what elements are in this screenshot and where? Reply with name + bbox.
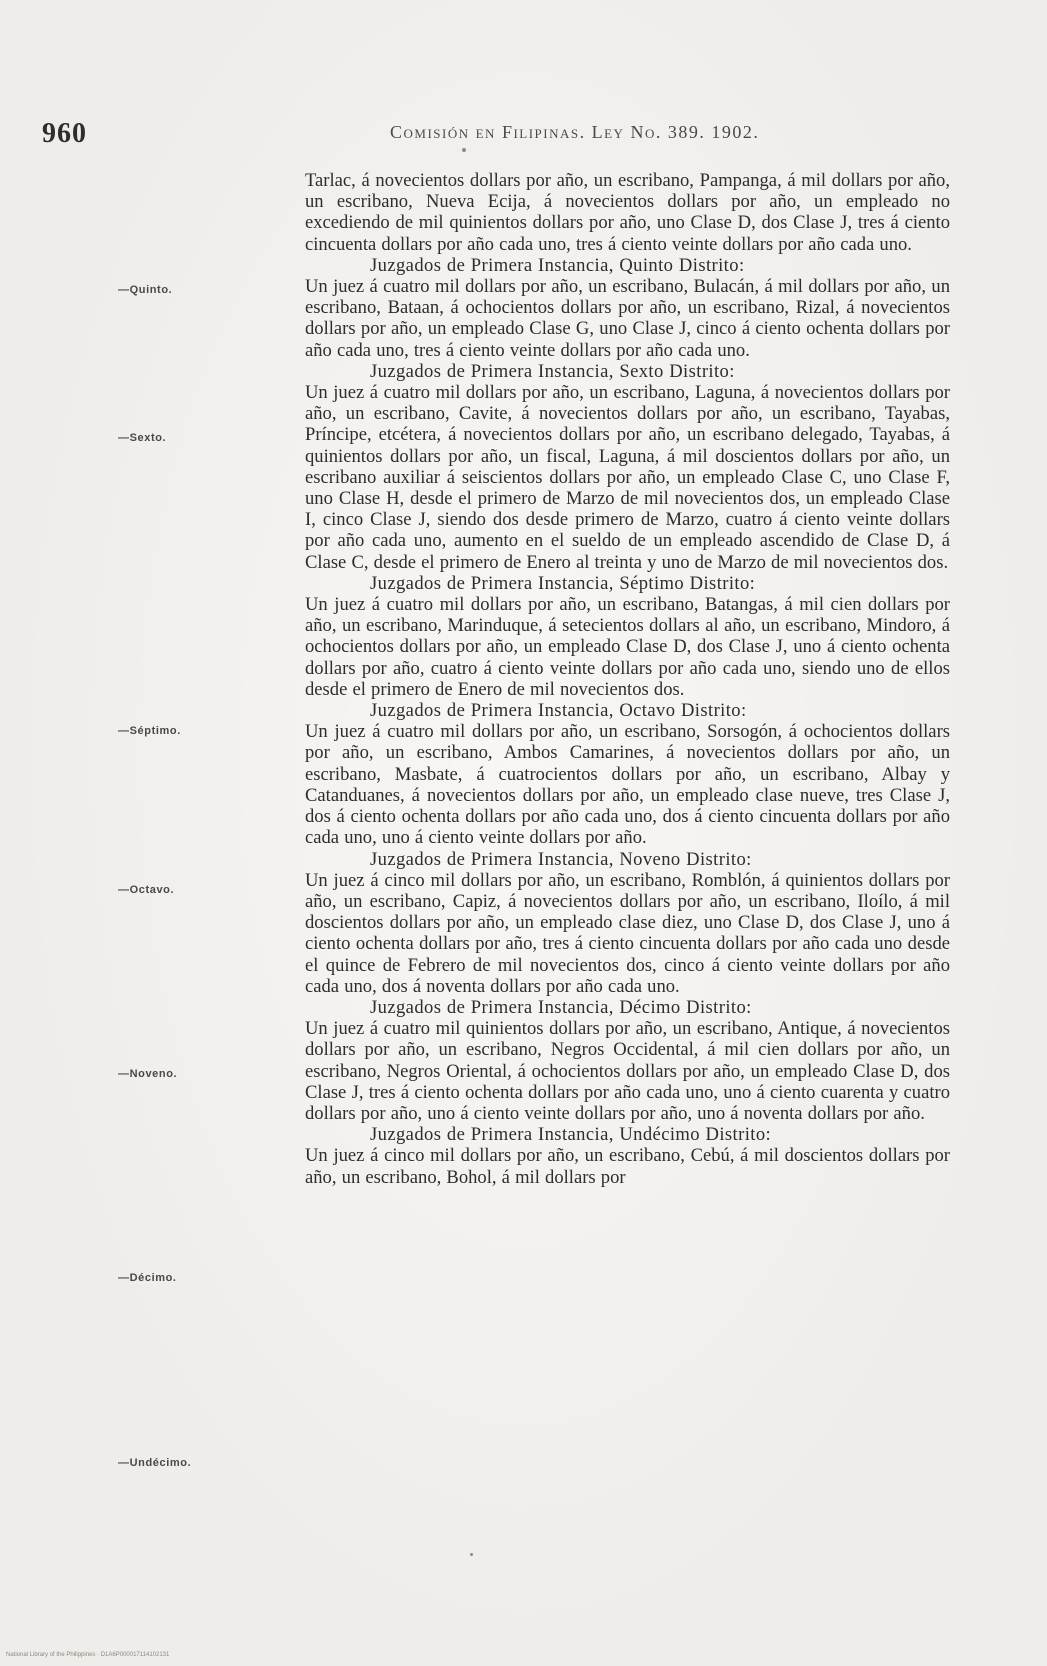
section-text-octavo: Un juez á cuatro mil dollars por año, un escribano, Sorsogón, á ochocientos dollars por año, un escribano, Ambos Camarines, á novecientos dollars por año, un escribano, Masbate, á cuatrocientos dollars por año, un escribano, Albay y Catanduanes, á novecientos dollars por año, un empleado clase nueve, tres Clase J, dos á ciento ochenta dollars por año cada uno, dos á ciento cincuenta dollars por año cada uno, uno á ciento veinte dollars por año.: [305, 721, 950, 849]
margin-note-quinto: —Quinto.: [118, 284, 173, 296]
ink-speck: [470, 1553, 473, 1556]
margin-note-noveno: —Noveno.: [118, 1068, 178, 1080]
page-header: [0, 118, 1047, 148]
main-text-block: [305, 170, 950, 1188]
section-heading-septimo: Juzgados de Primera Instancia, Séptimo Distrito:: [370, 572, 756, 594]
margin-note-octavo: —Octavo.: [118, 884, 175, 896]
page-number: 960: [42, 118, 87, 149]
section-text-noveno: Un juez á cinco mil dollars por año, un escribano, Romblón, á quinientos dollars por año, un escribano, Capiz, á novecientos dollars por año, un escribano, Iloílo, á mil doscientos dollars por año, un empleado clase diez, uno Clase D, dos Clase J, uno á ciento ochenta dollars por año, tres á ciento cincuenta dollars por año cada uno desde el quince de Febrero de mil novecientos dos, cinco á ciento veinte dollars por año cada uno, dos á noventa dollars por año cada uno.: [305, 869, 950, 997]
section-heading-decimo: Juzgados de Primera Instancia, Décimo Distrito:: [370, 996, 752, 1018]
section-heading-sexto: Juzgados de Primera Instancia, Sexto Distrito:: [370, 360, 735, 382]
opening-paragraph: Tarlac, á novecientos dollars por año, un escribano, Pampanga, á mil dollars por año, un escribano, Nueva Ecija, á novecientos dollars por año, un empleado no excediendo de mil quinientos dollars por año, uno Clase D, dos Clase J, tres á ciento cincuenta dollars por año cada uno, tres á ciento veinte dollars por año cada uno.: [305, 170, 950, 255]
section-text-septimo: Un juez á cuatro mil dollars por año, un escribano, Batangas, á mil cien dollars por año, un escribano, Marinduque, á setecientos dollars al año, un escribano, Mindoro, á ochocientos dollars por año, un empleado Clase D, dos Clase J, uno á ciento ochenta dollars por año, cuatro á ciento veinte dollars por año cada uno, siendo uno de ellos desde el primero de Enero de mil novecientos dos.: [305, 594, 950, 700]
section-heading-undecimo: Juzgados de Primera Instancia, Undécimo Distrito:: [370, 1124, 772, 1146]
scan-credit: National Library of the Philippines · D1A6P000017114102131: [6, 1652, 170, 1658]
running-head: Comisión en Filipinas. Ley No. 389. 1902.: [390, 122, 760, 142]
margin-note-sexto: —Sexto.: [118, 432, 167, 444]
section-text-sexto: Un juez á cuatro mil dollars por año, un escribano, Laguna, á novecientos dollars por año, un escribano, Cavite, á novecientos dollars por año, un escribano, Tayabas, Príncipe, etcétera, á novecientos dollars por año, un escribano delegado, Tayabas, á quinientos dollars por año, un fiscal, Laguna, á mil doscientos dollars por año, un escribano auxiliar á seiscientos dollars por año, un empleado Clase C, uno Clase F, uno Clase H, desde el primero de Marzo de mil novecientos dos, un empleado Clase I, cinco Clase J, siendo dos desde primero de Marzo, cuatro á ciento veinte dollars por año cada uno, aumento en el sueldo de un empleado ascendido de Clase D, á Clase C, desde el primero de Enero al treinta y uno de Marzo de mil novecientos dos.: [305, 382, 950, 573]
ink-speck: [462, 148, 466, 152]
section-heading-quinto: Juzgados de Primera Instancia, Quinto Distrito:: [370, 254, 745, 276]
section-heading-octavo: Juzgados de Primera Instancia, Octavo Distrito:: [370, 700, 747, 722]
section-text-undecimo: Un juez á cinco mil dollars por año, un escribano, Cebú, á mil doscientos dollars por año, un escribano, Bohol, á mil dollars por: [305, 1145, 950, 1188]
margin-note-undecimo: —Undécimo.: [118, 1457, 192, 1469]
section-text-quinto: Un juez á cuatro mil dollars por año, un escribano, Bulacán, á mil dollars por año, un escribano, Bataan, á ochocientos dollars por año, un escribano, Rizal, á novecientos dollars por año, un empleado Clase G, uno Clase J, cinco á ciento ochenta dollars por año cada uno, tres á ciento veinte dollars por año cada uno.: [305, 276, 950, 361]
margin-note-decimo: —Décimo.: [118, 1272, 177, 1284]
margin-note-septimo: —Séptimo.: [118, 725, 181, 737]
section-heading-noveno: Juzgados de Primera Instancia, Noveno Distrito:: [370, 848, 752, 870]
section-text-decimo: Un juez á cuatro mil quinientos dollars por año, un escribano, Antique, á novecientos dollars por año, un escribano, Negros Occidental, á mil cien dollars por año, un escribano, Negros Oriental, á ochocientos dollars por año, un empleado Clase D, dos Clase J, tres á ciento ochenta dollars por año cada uno, uno á ciento cuarenta y cuatro dollars por año, uno á ciento veinte dollars por año, uno á noventa dollars por año.: [305, 1018, 950, 1124]
